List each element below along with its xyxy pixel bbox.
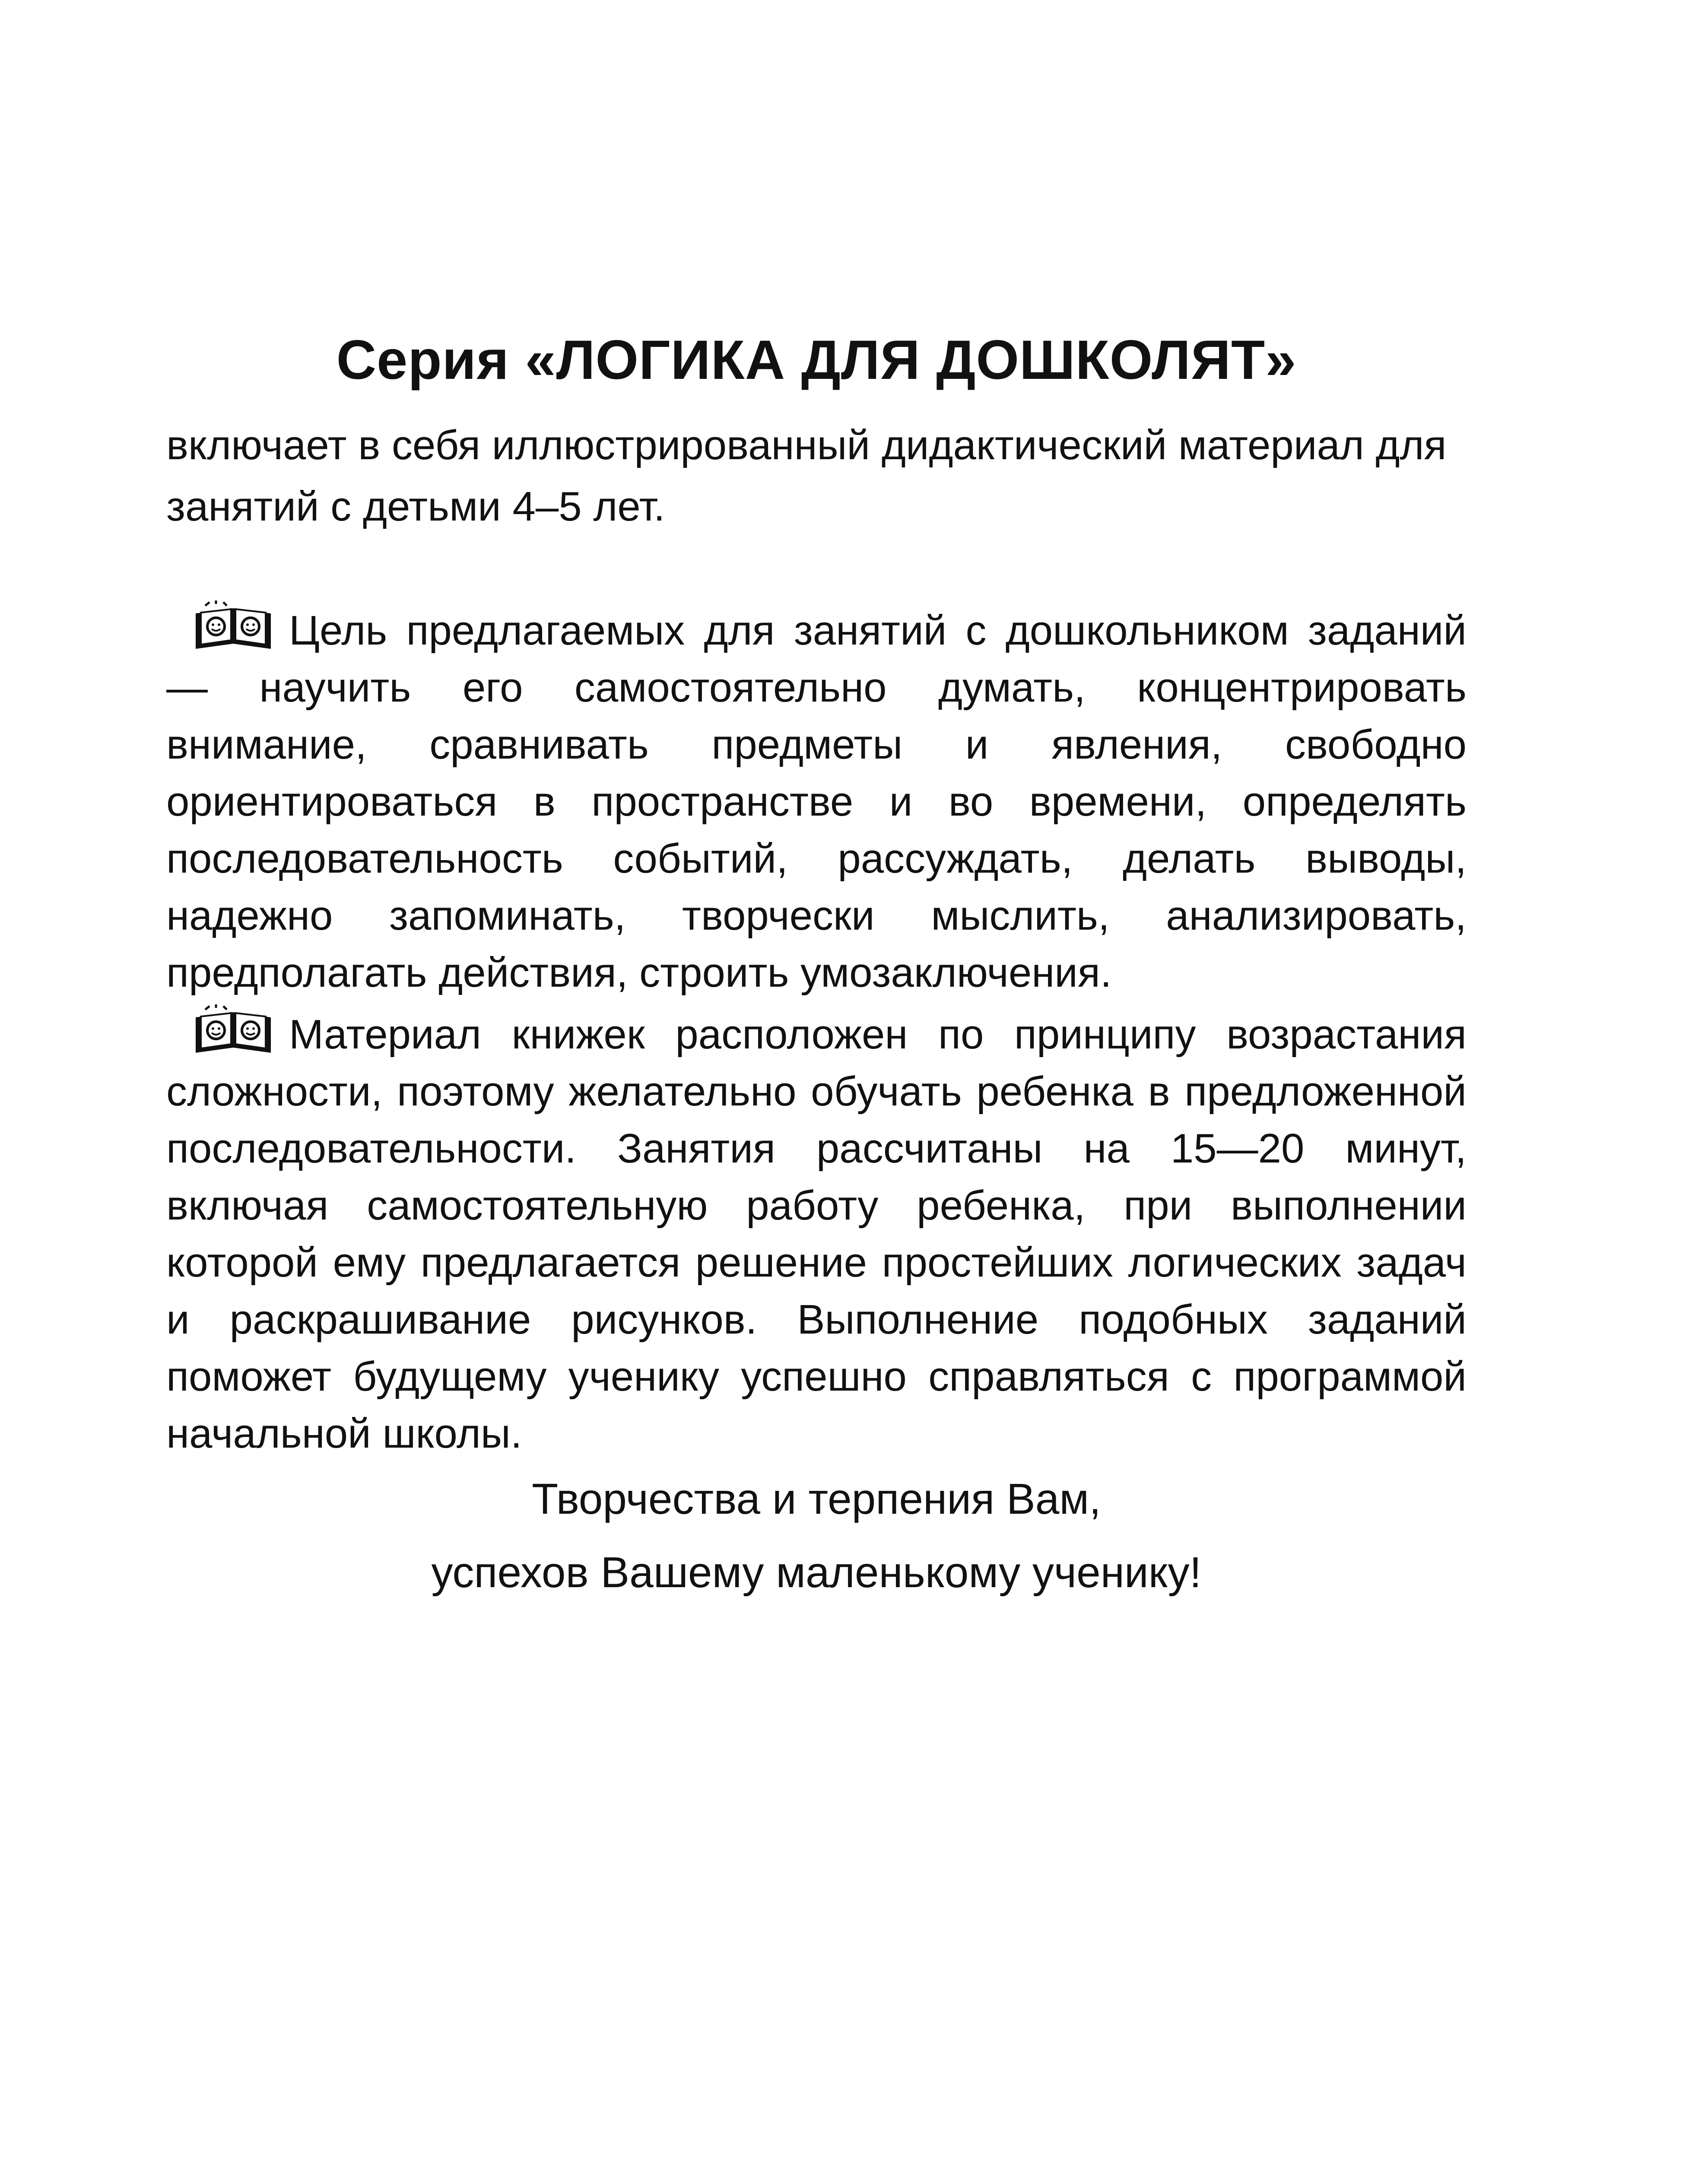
paragraph-goal [166,600,1467,1001]
paragraph-text: Цель предлагаемых для занятий с дошкольником заданий — научить его самостоятельно думать, концентрировать внимание, сравнивать предметы и явления, свободно ориентироваться в пространстве и во времени, определять последовательность событий, рассуждать, делать выводы, надежно запоминать, творчески мыслить, анализировать, предполагать действия, строить умозаключения. [166,607,1467,996]
intro-line: занятий с детьми 4–5 лет. [166,483,665,530]
book-icon [192,1004,274,1056]
closing-line: Творчества и терпения Вам, [532,1475,1101,1523]
paragraph-text: Материал книжек расположен по принципу возрастания сложности, поэтому желательно обучать ребенка в предложенной последовательности. Занятия рассчитаны на 15—20 минут, включая самостоятельную работу ребенка, при выполнении которой ему предлагается решение простейших логических задач и раскрашивание рисунков. Выполнение подобных заданий поможет будущему ученику успешно справляться с программой начальной школы. [166,1011,1467,1457]
closing-line: успехов Вашему маленькому ученику! [431,1548,1202,1597]
closing-wishes [0,1462,1633,1609]
page-title: Серия «ЛОГИКА ДЛЯ ДОШКОЛЯТ» [336,329,1297,391]
book-icon [192,600,274,652]
intro-text [166,415,1467,537]
paragraph-material [166,1004,1467,1462]
intro-line: включает в себя иллюстрированный дидактический материал для [166,422,1447,468]
